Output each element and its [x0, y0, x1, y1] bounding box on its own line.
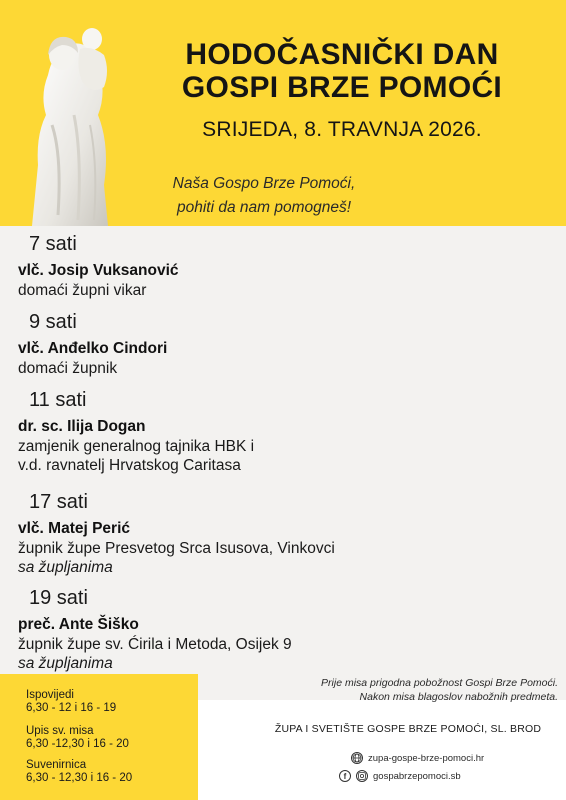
confession-label: Ispovijedi: [26, 689, 74, 701]
mass-registration-hours: 6,30 -12,30 i 16 - 20: [26, 738, 129, 750]
souvenir-shop-info: [26, 759, 132, 785]
motto: [134, 172, 394, 220]
parish-name: ŽUPA I SVETIŠTE GOSPE BRZE POMOĆI, SL. BROD: [274, 723, 542, 735]
mass-role: v.d. ravnatelj Hrvatskog Caritasa: [18, 457, 241, 474]
mass-time: 9 sati: [29, 311, 77, 333]
motto-line-1: Naša Gospo Brze Pomoći,: [172, 175, 356, 192]
mass-time: 19 sati: [29, 587, 88, 609]
motto-line-2: pohiti da nam pomogneš!: [176, 199, 352, 216]
madonna-statue-image: [18, 15, 118, 226]
facebook-icon: f: [339, 770, 351, 782]
mass-item: [18, 586, 518, 674]
mass-item: [18, 232, 518, 310]
mass-role: župnik župe sv. Ćirila i Metoda, Osijek 9: [18, 636, 292, 653]
souvenir-shop-label: Suvenirnica: [26, 759, 87, 771]
mass-time: 17 sati: [29, 491, 88, 513]
confession-hours: 6,30 - 12 i 16 - 19: [26, 702, 117, 714]
event-date: SRIJEDA, 8. TRAVNJA 2026.: [202, 118, 482, 141]
mass-note: sa župljanima: [18, 655, 113, 672]
website-link[interactable]: zupa-gospe-brze-pomoci.hr: [368, 752, 485, 764]
globe-icon: [351, 752, 363, 764]
footer-panel: [198, 700, 566, 800]
mass-time: 11 sati: [29, 389, 87, 411]
mass-celebrant: preč. Ante Šiško: [18, 616, 139, 633]
mass-item: [18, 310, 518, 388]
devotion-note-line-1: Prije misa prigodna pobožnost Gospi Brze Pomoći.: [321, 677, 558, 689]
mass-role: zamjenik generalnog tajnika HBK i: [18, 438, 255, 455]
mass-celebrant: vlč. Josip Vuksanović: [18, 262, 179, 279]
mass-schedule: [18, 232, 518, 674]
website-contact[interactable]: [351, 752, 484, 764]
mass-celebrant: vlč. Anđelko Cindori: [18, 340, 168, 357]
mass-registration-label: Upis sv. misa: [26, 725, 94, 737]
title-line-2: GOSPI BRZE POMOĆI: [181, 71, 503, 104]
event-title: [122, 38, 562, 104]
mass-role: domaći župni vikar: [18, 282, 147, 299]
mass-time: 7 sati: [29, 233, 77, 255]
mass-celebrant: vlč. Matej Perić: [18, 520, 131, 537]
souvenir-shop-hours: 6,30 - 12,30 i 16 - 20: [26, 772, 133, 784]
mass-registration-info: [26, 725, 129, 751]
mass-item: [18, 490, 518, 586]
mass-role: domaći župnik: [18, 360, 118, 377]
devotion-note: [206, 676, 558, 704]
social-contact[interactable]: [339, 770, 461, 782]
social-handle[interactable]: gospabrzepomoci.sb: [373, 770, 461, 782]
devotion-note-line-2: Nakon misa blagoslov nabožnih predmeta.: [359, 691, 558, 703]
title-line-1: HODOČASNIČKI DAN: [185, 38, 499, 71]
mass-note: sa župljanima: [18, 559, 113, 576]
mass-role: župnik župe Presvetog Srca Isusova, Vinkovci: [18, 540, 335, 557]
confession-info: [26, 689, 116, 715]
instagram-icon: [356, 770, 368, 782]
mass-item: [18, 388, 518, 490]
mass-celebrant: dr. sc. Ilija Dogan: [18, 418, 146, 435]
